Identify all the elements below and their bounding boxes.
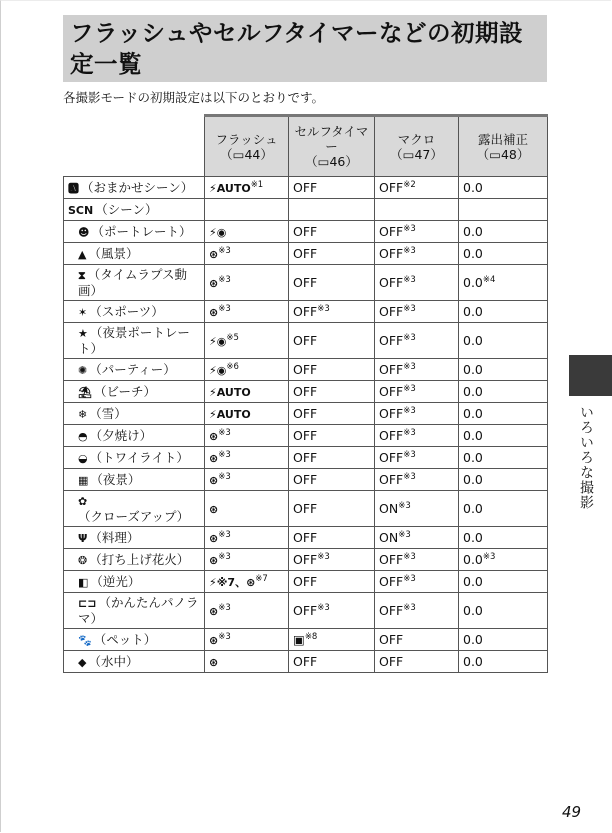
self-timer-cell-value: OFF (293, 428, 318, 443)
exposure-cell (459, 381, 548, 403)
macro-cell (375, 265, 459, 301)
header-self-timer: セルフタイマー （▭46） (289, 116, 375, 177)
mode-label: （水中） (88, 653, 139, 669)
table-row (64, 323, 548, 359)
exposure-cell (459, 199, 548, 221)
flash-cell-value: ⊛ (209, 502, 219, 516)
mode-label: （打ち上げ花火） (89, 551, 190, 567)
table-row (64, 221, 548, 243)
self-timer-cell (289, 491, 375, 527)
flash-cell-value: ⊛ (209, 655, 219, 669)
self-timer-cell-value: OFF (293, 224, 318, 239)
macro-cell-value: OFF (379, 304, 404, 319)
table-row (64, 571, 548, 593)
macro-cell-footnote: ※3 (403, 383, 416, 394)
self-timer-cell-value: OFF (293, 246, 318, 261)
mode-cell (64, 221, 205, 243)
macro-cell-footnote: ※3 (403, 274, 416, 285)
side-tab (569, 355, 612, 396)
flash-cell-value: ⊛ (209, 451, 219, 465)
exposure-cell-value: 0.0 (463, 333, 483, 348)
exposure-cell (459, 571, 548, 593)
mode-cell (64, 549, 205, 571)
mode-icon: ☻ (78, 225, 90, 239)
macro-cell (375, 447, 459, 469)
self-timer-cell (289, 527, 375, 549)
exposure-cell (459, 403, 548, 425)
intro-text: 各撮影モードの初期設定は以下のとおりです。 (63, 90, 325, 105)
mode-icon: ▲ (78, 247, 87, 261)
self-timer-cell-value: OFF (293, 654, 318, 669)
exposure-cell-value: 0.0 (463, 246, 483, 261)
self-timer-cell-value: OFF (293, 530, 318, 545)
flash-cell (205, 323, 289, 359)
exposure-cell (459, 265, 548, 301)
self-timer-cell (289, 447, 375, 469)
exposure-cell (459, 593, 548, 629)
macro-cell (375, 177, 459, 199)
mode-cell (64, 425, 205, 447)
side-section-label: いろいろな撮影 (578, 405, 594, 510)
mode-icon: ⧗ (78, 269, 86, 282)
default-settings-table (63, 114, 548, 673)
exposure-cell (459, 177, 548, 199)
self-timer-cell-value: OFF (293, 275, 318, 290)
exposure-cell (459, 243, 548, 265)
mode-icon: ★ (78, 327, 88, 340)
mode-label: （タイムラプス動画） (78, 267, 187, 298)
exposure-cell (459, 221, 548, 243)
self-timer-cell-value: OFF (293, 603, 318, 618)
macro-cell-value: OFF (379, 224, 404, 239)
exposure-cell (459, 469, 548, 491)
macro-cell-value: OFF (379, 362, 404, 377)
flash-cell-footnote: ※3 (218, 245, 231, 256)
macro-cell (375, 549, 459, 571)
mode-icon: ✺ (78, 363, 88, 377)
exposure-cell-value: 0.0 (463, 632, 483, 647)
mode-label: （風景） (88, 245, 139, 261)
macro-cell (375, 381, 459, 403)
macro-cell (375, 491, 459, 527)
self-timer-cell (289, 549, 375, 571)
macro-cell-footnote: ※3 (403, 471, 416, 482)
exposure-cell-value: 0.0 (463, 180, 483, 195)
macro-cell-value: OFF (379, 384, 404, 399)
macro-cell-footnote: ※3 (403, 303, 416, 314)
macro-cell (375, 323, 459, 359)
exposure-cell (459, 359, 548, 381)
flash-cell-footnote: ※3 (218, 427, 231, 438)
self-timer-cell (289, 651, 375, 673)
self-timer-cell (289, 381, 375, 403)
macro-cell-footnote: ※3 (403, 405, 416, 416)
flash-cell-value: ⚡※7、⊛ (209, 575, 256, 589)
macro-cell-value: ON (379, 501, 399, 516)
flash-cell-value: ⚡AUTO (209, 385, 251, 399)
self-timer-cell (289, 301, 375, 323)
flash-cell (205, 301, 289, 323)
table-row (64, 593, 548, 629)
flash-cell-value: ⊛ (209, 531, 219, 545)
mode-icon: SCN (68, 203, 94, 217)
exposure-cell (459, 323, 548, 359)
flash-cell-value: ⊛ (209, 305, 219, 319)
self-timer-cell (289, 593, 375, 629)
mode-icon: Ψ (78, 531, 88, 545)
mode-icon: ✶ (78, 305, 88, 319)
self-timer-cell-value: OFF (293, 304, 318, 319)
mode-label: （ビーチ） (93, 383, 156, 399)
self-timer-cell (289, 403, 375, 425)
mode-cell (64, 243, 205, 265)
mode-icon: ✿ (78, 495, 88, 508)
table-row (64, 629, 548, 651)
mode-label: （シーン） (95, 201, 158, 217)
flash-cell (205, 469, 289, 491)
mode-cell (64, 359, 205, 381)
flash-cell-value: ⊛ (209, 633, 219, 647)
flash-cell (205, 265, 289, 301)
header-flash: フラッシュ （▭44） (205, 116, 289, 177)
mode-label: （ペット） (93, 631, 157, 647)
self-timer-cell-value: OFF (293, 501, 318, 516)
flash-cell-footnote: ※3 (218, 471, 231, 482)
exposure-cell-value: 0.0 (463, 530, 483, 545)
mode-icon: ⊏⊐ (78, 597, 97, 610)
self-timer-cell (289, 359, 375, 381)
mode-cell (64, 651, 205, 673)
flash-cell (205, 571, 289, 593)
self-timer-cell (289, 469, 375, 491)
macro-cell-value: OFF (379, 275, 404, 290)
exposure-cell (459, 425, 548, 447)
flash-cell (205, 549, 289, 571)
exposure-cell-footnote: ※4 (482, 274, 496, 285)
exposure-cell-value: 0.0 (463, 275, 483, 290)
mode-icon: 🅰 (68, 181, 79, 195)
macro-cell-value: OFF (379, 603, 404, 618)
mode-cell (64, 265, 205, 301)
flash-cell-footnote: ※3 (218, 274, 231, 285)
macro-cell-value: OFF (379, 472, 404, 487)
self-timer-cell-value: OFF (293, 406, 318, 421)
page-title: フラッシュやセルフタイマーなどの初期設定一覧 (70, 19, 523, 78)
mode-cell (64, 447, 205, 469)
flash-cell-value: ⊛ (209, 604, 219, 618)
exposure-cell-value: 0.0 (463, 574, 483, 589)
exposure-cell (459, 491, 548, 527)
mode-label: （逆光） (90, 573, 141, 589)
macro-cell-value: ON (379, 530, 399, 545)
macro-cell (375, 651, 459, 673)
table-row (64, 651, 548, 673)
self-timer-cell-footnote: ※3 (317, 303, 330, 314)
mode-icon: ◓ (78, 429, 88, 443)
mode-label: （スポーツ） (89, 303, 164, 319)
exposure-cell-value: 0.0 (463, 224, 483, 239)
macro-cell-value: OFF (379, 180, 404, 195)
mode-label: （クローズアップ） (78, 509, 190, 524)
header-macro: マクロ （▭47） (375, 116, 459, 177)
exposure-cell-value: 0.0 (463, 603, 483, 618)
flash-cell-footnote: ※3 (218, 551, 231, 562)
exposure-cell-value: 0.0 (463, 450, 483, 465)
macro-cell-footnote: ※3 (398, 500, 411, 511)
macro-cell (375, 593, 459, 629)
flash-cell-value: ⚡◉ (209, 334, 227, 348)
exposure-cell (459, 527, 548, 549)
flash-cell (205, 243, 289, 265)
self-timer-cell-value: OFF (293, 472, 318, 487)
mode-icon: ◒ (78, 451, 88, 465)
exposure-cell-value: 0.0 (463, 384, 483, 399)
mode-cell (64, 403, 205, 425)
mode-cell (64, 469, 205, 491)
flash-cell-value: ⊛ (209, 553, 219, 567)
mode-label: （かんたんパノラマ） (78, 595, 199, 626)
macro-cell-value: OFF (379, 632, 404, 647)
macro-cell-value: OFF (379, 406, 404, 421)
macro-cell (375, 527, 459, 549)
flash-cell (205, 629, 289, 651)
exposure-cell (459, 447, 548, 469)
macro-cell-value: OFF (379, 552, 404, 567)
flash-cell (205, 527, 289, 549)
macro-cell (375, 425, 459, 447)
self-timer-cell (289, 425, 375, 447)
macro-cell (375, 571, 459, 593)
flash-cell (205, 593, 289, 629)
self-timer-cell (289, 177, 375, 199)
self-timer-cell (289, 199, 375, 221)
self-timer-cell-footnote: ※8 (304, 631, 318, 642)
mode-icon: ◆ (78, 655, 87, 669)
table-header-row (64, 116, 548, 177)
header-exposure: 露出補正 （▭48） (459, 116, 548, 177)
exposure-cell-value: 0.0 (463, 304, 483, 319)
macro-cell-footnote: ※3 (403, 361, 416, 372)
macro-cell (375, 221, 459, 243)
table-row (64, 243, 548, 265)
macro-cell-footnote: ※3 (403, 573, 416, 584)
macro-cell-value: OFF (379, 428, 404, 443)
macro-cell-footnote: ※2 (403, 179, 416, 190)
self-timer-cell (289, 221, 375, 243)
exposure-cell (459, 651, 548, 673)
flash-cell-footnote: ※3 (218, 529, 231, 540)
table-row (64, 527, 548, 549)
macro-cell-footnote: ※3 (403, 427, 416, 438)
table-row (64, 469, 548, 491)
exposure-cell (459, 549, 548, 571)
table-row (64, 177, 548, 199)
table-row (64, 403, 548, 425)
flash-cell-value: ⊛ (209, 429, 219, 443)
mode-cell (64, 199, 205, 221)
mode-cell (64, 629, 205, 651)
flash-cell-footnote: ※7 (255, 573, 268, 584)
macro-cell-footnote: ※3 (403, 332, 416, 343)
macro-cell-footnote: ※3 (403, 223, 416, 234)
self-timer-cell (289, 571, 375, 593)
self-timer-cell (289, 323, 375, 359)
self-timer-cell-value: OFF (293, 450, 318, 465)
table-row (64, 491, 548, 527)
table-row (64, 549, 548, 571)
mode-cell (64, 527, 205, 549)
flash-cell (205, 221, 289, 243)
macro-cell-footnote: ※3 (403, 602, 416, 613)
macro-cell (375, 359, 459, 381)
macro-cell (375, 199, 459, 221)
macro-cell (375, 629, 459, 651)
flash-cell (205, 381, 289, 403)
flash-cell-footnote: ※3 (218, 449, 231, 460)
macro-cell-value: OFF (379, 574, 404, 589)
exposure-cell (459, 629, 548, 651)
mode-label: （ポートレート） (91, 223, 192, 239)
exposure-cell-value: 0.0 (463, 552, 483, 567)
macro-cell (375, 243, 459, 265)
macro-cell-footnote: ※3 (403, 551, 416, 562)
mode-label: （おまかせシーン） (81, 179, 194, 195)
mode-cell (64, 381, 205, 403)
mode-label: （パーティー） (89, 361, 176, 377)
macro-cell-value: OFF (379, 246, 404, 261)
macro-cell (375, 301, 459, 323)
table-row (64, 425, 548, 447)
table-row (64, 301, 548, 323)
header-corner (64, 116, 205, 177)
mode-label: （雪） (89, 405, 127, 421)
flash-cell-value: ⚡◉ (209, 363, 227, 377)
flash-cell (205, 447, 289, 469)
mode-cell (64, 593, 205, 629)
macro-cell-footnote: ※3 (398, 529, 411, 540)
table-row (64, 199, 548, 221)
mode-label: （夜景） (90, 471, 141, 487)
mode-icon: ❂ (78, 553, 88, 567)
table-row (64, 447, 548, 469)
flash-cell (205, 651, 289, 673)
flash-cell-value: ⚡AUTO (209, 181, 251, 195)
self-timer-cell-value: OFF (293, 384, 318, 399)
flash-cell-value: ⊛ (209, 473, 219, 487)
table-row (64, 265, 548, 301)
flash-cell-value: ⚡AUTO (209, 407, 251, 421)
self-timer-cell-value: OFF (293, 362, 318, 377)
macro-cell-value: OFF (379, 450, 404, 465)
macro-cell (375, 469, 459, 491)
exposure-cell-value: 0.0 (463, 362, 483, 377)
mode-label: （料理） (89, 529, 140, 545)
self-timer-cell-footnote: ※3 (317, 602, 330, 613)
mode-label: （夕焼け） (89, 427, 153, 443)
flash-cell-footnote: ※6 (226, 361, 239, 372)
mode-icon: ▦ (78, 473, 89, 487)
mode-cell (64, 177, 205, 199)
self-timer-cell (289, 265, 375, 301)
flash-cell (205, 359, 289, 381)
mode-label: （トワイライト） (89, 449, 189, 465)
flash-cell (205, 491, 289, 527)
exposure-cell-value: 0.0 (463, 428, 483, 443)
self-timer-cell (289, 243, 375, 265)
flash-cell (205, 177, 289, 199)
exposure-cell-value: 0.0 (463, 501, 483, 516)
self-timer-cell-value: OFF (293, 333, 318, 348)
flash-cell (205, 199, 289, 221)
flash-cell-footnote: ※5 (226, 332, 239, 343)
mode-label: （夜景ポートレート） (78, 325, 190, 356)
mode-icon: ❄ (78, 407, 88, 421)
flash-cell-value: ⚡◉ (209, 225, 227, 239)
self-timer-cell-value: OFF (293, 552, 318, 567)
flash-cell-value: ⊛ (209, 247, 219, 261)
mode-cell (64, 301, 205, 323)
flash-cell (205, 403, 289, 425)
mode-cell (64, 491, 205, 527)
self-timer-cell-value: ▣ (293, 632, 305, 647)
mode-icon: ◧ (78, 575, 89, 589)
exposure-cell-footnote: ※3 (482, 551, 496, 562)
flash-cell-value: ⊛ (209, 276, 219, 290)
flash-cell (205, 425, 289, 447)
exposure-cell-value: 0.0 (463, 654, 483, 669)
macro-cell (375, 403, 459, 425)
flash-cell-footnote: ※3 (218, 602, 231, 613)
self-timer-cell-value: OFF (293, 180, 318, 195)
table-row (64, 359, 548, 381)
self-timer-cell-footnote: ※3 (317, 551, 330, 562)
exposure-cell-value: 0.0 (463, 406, 483, 421)
table-row (64, 381, 548, 403)
mode-icon: ⛱ (78, 385, 92, 399)
exposure-cell (459, 301, 548, 323)
macro-cell-footnote: ※3 (403, 245, 416, 256)
flash-cell-footnote: ※1 (250, 179, 264, 190)
flash-cell-footnote: ※3 (218, 631, 231, 642)
mode-cell (64, 571, 205, 593)
exposure-cell-value: 0.0 (463, 472, 483, 487)
self-timer-cell (289, 629, 375, 651)
macro-cell-value: OFF (379, 654, 404, 669)
flash-cell-footnote: ※3 (218, 303, 231, 314)
self-timer-cell-value: OFF (293, 574, 318, 589)
mode-cell (64, 323, 205, 359)
macro-cell-footnote: ※3 (403, 449, 416, 460)
page-number: 49 (562, 803, 582, 821)
mode-icon: 🐾 (78, 633, 92, 647)
macro-cell-value: OFF (379, 333, 404, 348)
